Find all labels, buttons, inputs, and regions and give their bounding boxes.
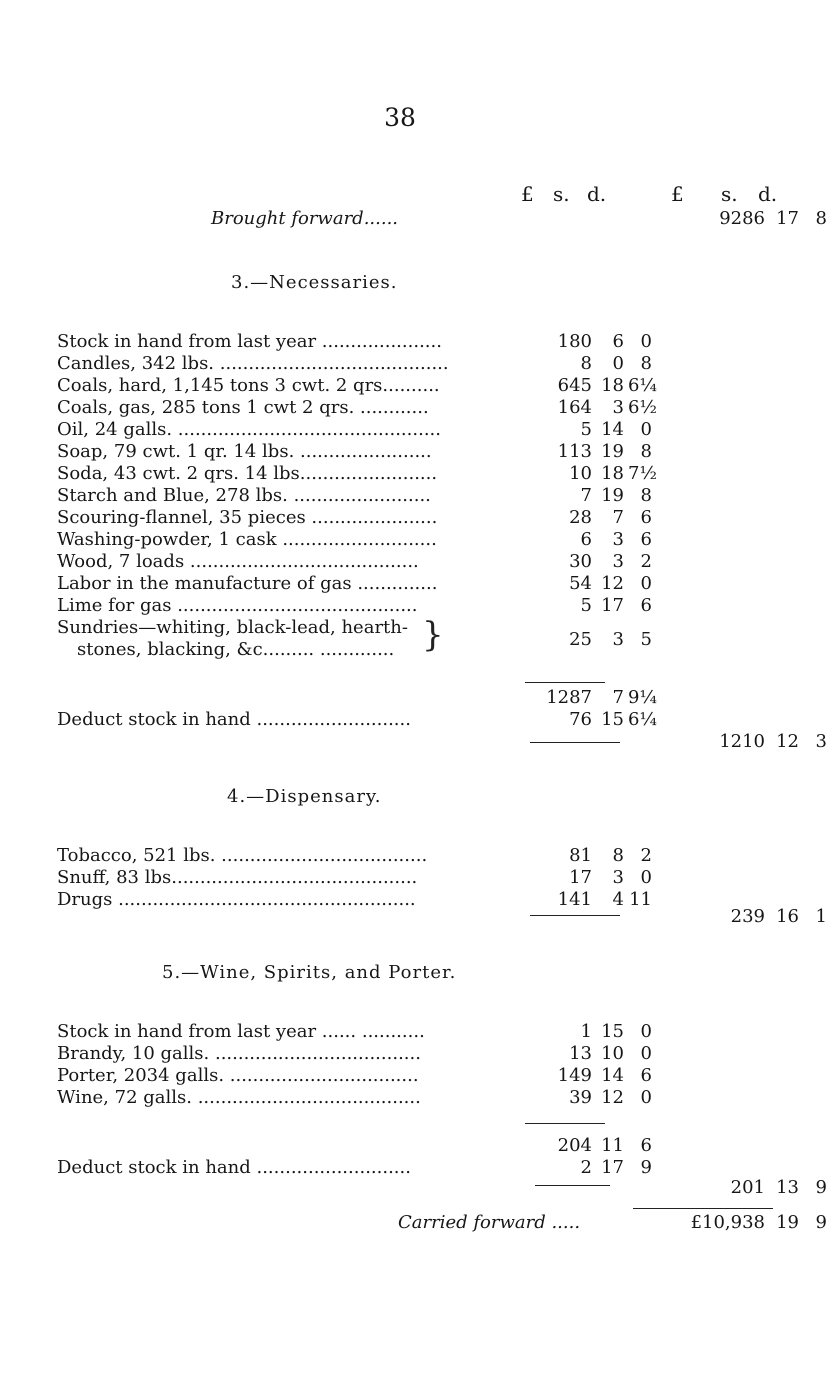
item-pence: 6 (640, 595, 652, 616)
item-pounds: 17 (569, 867, 592, 888)
item-pence: 0 (640, 1087, 652, 1108)
item-shillings: 3 (612, 551, 624, 572)
deduct-pence: 6¼ (628, 709, 657, 730)
item-pounds: 1 (580, 1021, 592, 1042)
subtotal-pence: 6 (640, 1135, 652, 1156)
net-shillings: 16 (776, 906, 799, 927)
net-rule (530, 915, 620, 916)
item-shillings: 10 (601, 1043, 624, 1064)
deduct-pounds: 76 (569, 709, 592, 730)
item-shillings: 6 (612, 331, 624, 352)
net-pounds: 1210 (719, 731, 765, 752)
item-pence: 5 (640, 629, 652, 650)
item-pence: 6¼ (628, 375, 657, 396)
item-pence: 6 (640, 1065, 652, 1086)
item-shillings: 3 (612, 629, 624, 650)
inner-pounds-header: £ (521, 182, 534, 206)
outer-shillings-header: s. (721, 182, 738, 206)
net-shillings: 13 (776, 1177, 799, 1198)
item-pence: 0 (640, 331, 652, 352)
item-label: Candles, 342 lbs. ........................................ (57, 353, 449, 374)
net-rule (530, 742, 620, 743)
deduct-label: Deduct stock in hand ........................... (57, 1157, 411, 1178)
page-number: 38 (384, 103, 416, 132)
item-shillings: 3 (612, 867, 624, 888)
item-label: Stock in hand from last year ...... ........... (57, 1021, 425, 1042)
item-pounds: 30 (569, 551, 592, 572)
item-pence: 7½ (628, 463, 657, 484)
carried-forward-pence: 9 (815, 1212, 827, 1233)
carried-forward-pounds: £10,938 (690, 1212, 765, 1233)
section-title-wine-spirits-porter: 5.—Wine, Spirits, and Porter. (162, 962, 457, 983)
item-label: Lime for gas .......................................... (57, 595, 418, 616)
item-shillings: 0 (612, 353, 624, 374)
item-pounds: 5 (580, 595, 592, 616)
net-pence: 3 (815, 731, 827, 752)
item-label: Tobacco, 521 lbs. .................................... (57, 845, 428, 866)
deduct-pounds: 2 (580, 1157, 592, 1178)
item-pence: 11 (629, 889, 652, 910)
deduct-label: Deduct stock in hand ........................... (57, 709, 411, 730)
item-shillings: 3 (612, 529, 624, 550)
subtotal-pounds: 204 (557, 1135, 592, 1156)
item-shillings: 15 (601, 1021, 624, 1042)
item-pounds: 54 (569, 573, 592, 594)
net-rule (535, 1185, 610, 1186)
item-label: Wine, 72 galls. ....................................... (57, 1087, 421, 1108)
subtotal-rule (525, 682, 605, 683)
item-pounds: 8 (580, 353, 592, 374)
item-shillings: 18 (601, 375, 624, 396)
section-title-necessaries: 3.—Necessaries. (231, 272, 398, 293)
subtotal-shillings: 7 (612, 687, 624, 708)
item-pence: 2 (640, 845, 652, 866)
item-label: Oil, 24 galls. .............................................. (57, 419, 441, 440)
sundries-label-1: Sundries—whiting, black-lead, hearth- (57, 617, 408, 638)
item-pounds: 6 (580, 529, 592, 550)
brought-forward-pounds: 9286 (719, 208, 765, 229)
net-pounds: 239 (730, 906, 765, 927)
item-pence: 8 (640, 485, 652, 506)
brought-forward-pence: 8 (815, 208, 827, 229)
item-shillings: 12 (601, 1087, 624, 1108)
net-shillings: 12 (776, 731, 799, 752)
item-label: Starch and Blue, 278 lbs. ........................ (57, 485, 431, 506)
deduct-pence: 9 (640, 1157, 652, 1178)
subtotal-pounds: 1287 (546, 687, 592, 708)
net-pounds: 201 (730, 1177, 765, 1198)
brought-forward-label: Brought forward...... (211, 208, 399, 229)
brace-icon: } (422, 615, 444, 655)
item-pounds: 28 (569, 507, 592, 528)
item-shillings: 19 (601, 441, 624, 462)
item-shillings: 18 (601, 463, 624, 484)
item-pounds: 10 (569, 463, 592, 484)
item-label: Coals, gas, 285 tons 1 cwt 2 qrs. ............ (57, 397, 429, 418)
carried-forward-label: Carried forward ..... (398, 1212, 581, 1233)
item-pounds: 180 (557, 331, 592, 352)
item-label: Wood, 7 loads ........................................ (57, 551, 419, 572)
inner-shillings-header: s. (553, 182, 570, 206)
item-pence: 0 (640, 573, 652, 594)
deduct-shillings: 17 (601, 1157, 624, 1178)
sundries-label-2: stones, blacking, &c......... ............. (77, 639, 395, 660)
item-pence: 0 (640, 867, 652, 888)
item-label: Labor in the manufacture of gas .............. (57, 573, 438, 594)
item-pence: 8 (640, 353, 652, 374)
item-label: Snuff, 83 lbs........................................... (57, 867, 418, 888)
item-label: Coals, hard, 1,145 tons 3 cwt. 2 qrs.......... (57, 375, 440, 396)
item-pounds: 25 (569, 629, 592, 650)
item-pounds: 81 (569, 845, 592, 866)
item-shillings: 12 (601, 573, 624, 594)
item-pounds: 149 (557, 1065, 592, 1086)
item-pence: 6 (640, 529, 652, 550)
item-pounds: 5 (580, 419, 592, 440)
item-pence: 0 (640, 419, 652, 440)
item-shillings: 7 (612, 507, 624, 528)
item-shillings: 3 (612, 397, 624, 418)
item-label: Brandy, 10 galls. .................................... (57, 1043, 421, 1064)
subtotal-shillings: 11 (601, 1135, 624, 1156)
section-title-dispensary: 4.—Dispensary. (227, 786, 382, 807)
item-pence: 0 (640, 1043, 652, 1064)
item-label: Porter, 2034 galls. ................................. (57, 1065, 419, 1086)
item-shillings: 14 (601, 1065, 624, 1086)
item-pence: 6 (640, 507, 652, 528)
item-label: Soda, 43 cwt. 2 qrs. 14 lbs........................ (57, 463, 438, 484)
item-pounds: 141 (557, 889, 592, 910)
item-pence: 2 (640, 551, 652, 572)
item-pounds: 164 (557, 397, 592, 418)
item-pounds: 13 (569, 1043, 592, 1064)
carried-forward-shillings: 19 (776, 1212, 799, 1233)
item-pence: 0 (640, 1021, 652, 1042)
net-pence: 9 (815, 1177, 827, 1198)
item-label: Drugs .................................................... (57, 889, 416, 910)
outer-pounds-header: £ (671, 182, 684, 206)
brought-forward-shillings: 17 (776, 208, 799, 229)
subtotal-rule (525, 1123, 605, 1124)
item-pounds: 7 (580, 485, 592, 506)
outer-pence-header: d. (758, 182, 778, 206)
item-shillings: 17 (601, 595, 624, 616)
item-label: Soap, 79 cwt. 1 qr. 14 lbs. ....................... (57, 441, 432, 462)
item-pounds: 645 (557, 375, 592, 396)
item-pounds: 113 (557, 441, 592, 462)
item-shillings: 8 (612, 845, 624, 866)
item-pence: 6½ (628, 397, 657, 418)
item-shillings: 14 (601, 419, 624, 440)
item-label: Washing-powder, 1 cask ........................... (57, 529, 437, 550)
subtotal-pence: 9¼ (628, 687, 657, 708)
inner-pence-header: d. (587, 182, 607, 206)
item-pence: 8 (640, 441, 652, 462)
item-label: Scouring-flannel, 35 pieces ...................... (57, 507, 438, 528)
total-rule (633, 1208, 773, 1209)
deduct-shillings: 15 (601, 709, 624, 730)
item-shillings: 19 (601, 485, 624, 506)
item-pounds: 39 (569, 1087, 592, 1108)
net-pence: 1 (815, 906, 827, 927)
item-label: Stock in hand from last year ..................... (57, 331, 442, 352)
item-shillings: 4 (612, 889, 624, 910)
